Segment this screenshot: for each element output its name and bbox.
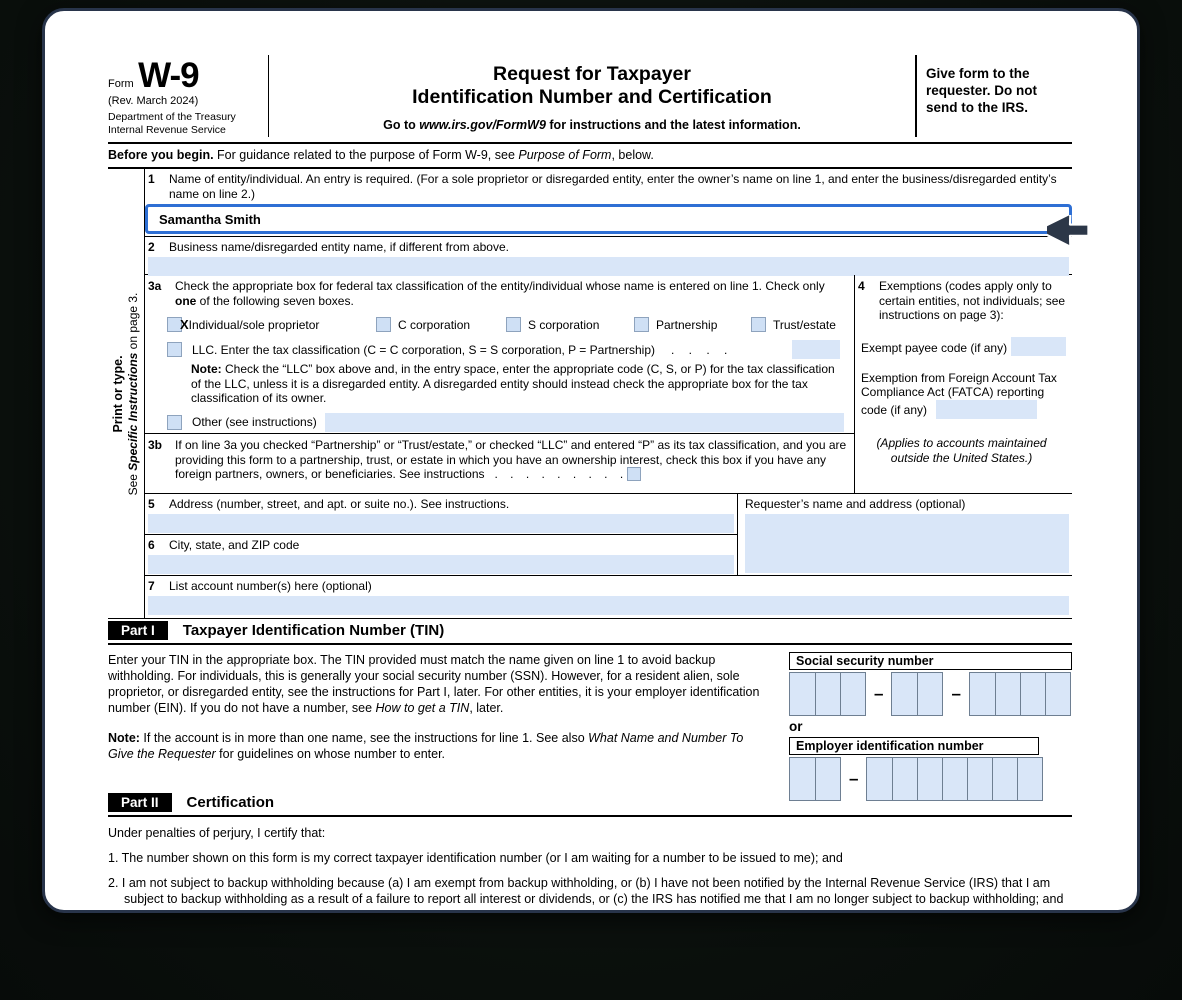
line3b-label: If on line 3a you checked “Partnership” or “Trust/estate,” or checked “LLC” and entered “P” as its tax classification, and you are providing this form to a partnership, trust, or estate in which you have an ownership interest, check this box if you have any foreign partners, owners, or beneficiaries. See instructions . . . . . . . . . xyxy=(175,438,847,481)
requester-input[interactable] xyxy=(745,514,1069,573)
sidebar-line2-pre: See xyxy=(126,470,140,495)
before-you-begin xyxy=(108,144,1072,169)
part1-header xyxy=(108,619,1072,645)
s-corporation-checkbox[interactable] xyxy=(506,317,521,332)
line3b-row xyxy=(145,434,854,493)
partnership-label: Partnership xyxy=(656,317,718,332)
line5-address-input[interactable] xyxy=(148,514,734,533)
ein-label: Employer identification number xyxy=(789,737,1039,755)
line3b-dots: . . . . . . . . . xyxy=(494,467,624,481)
part2-badge: Part II xyxy=(108,793,172,812)
tin-digit-cell[interactable] xyxy=(1045,673,1070,715)
part1-paragraph: Enter your TIN in the appropriate box. The TIN provided must match the name given on line 1 to avoid backup withholding. For individuals, this is generally your social security number (SSN). However, for a resident alien, sole proprietor, or disregarded entity, see the instructions for Part I, later. For other entities, it is your employer identification number (EIN). If you do not have a number, see How to get a TIN, later. xyxy=(108,653,760,715)
tin-digit-cell[interactable] xyxy=(840,673,865,715)
part1-badge: Part I xyxy=(108,621,168,640)
tin-cell-group xyxy=(789,757,841,801)
applies-note: (Applies to accounts maintained outside the United States.) xyxy=(876,435,1047,465)
part1-text xyxy=(108,652,766,791)
tin-digit-cell[interactable] xyxy=(970,673,995,715)
tin-dash: – xyxy=(951,684,961,703)
part1-title: Taxpayer Identification Number (TIN) xyxy=(182,622,445,639)
certification-item2: 2. I am not subject to backup withholding because (a) I am exempt from backup withholding, or (b) I have not been notified by the Internal Revenue Service (IRS) that I am subject to backup withholding as a result of a failure to report all interest or dividends, or (c) the IRS has notified me that I am no longer subject to backup withholding; and xyxy=(108,876,1064,906)
tin-digit-cell[interactable] xyxy=(917,673,942,715)
line7-label: List account number(s) here (optional) xyxy=(169,579,372,593)
line7-account-numbers-input[interactable] xyxy=(148,596,1069,615)
c-corporation-label: C corporation xyxy=(398,317,471,332)
trust-estate-label: Trust/estate xyxy=(773,317,836,332)
checkbox-item-partnership xyxy=(634,317,751,332)
department-lines xyxy=(108,111,260,137)
form-main xyxy=(108,169,1072,619)
partnership-checkbox[interactable] xyxy=(634,317,649,332)
goto-line xyxy=(269,118,915,132)
tin-digit-cell[interactable] xyxy=(1017,758,1042,800)
line1-name-input[interactable] xyxy=(145,204,1072,234)
before-italic: Purpose of Form xyxy=(518,148,612,162)
part2-title: Certification xyxy=(186,794,275,811)
line2-number: 2 xyxy=(148,240,155,254)
line7-number: 7 xyxy=(148,579,155,593)
line3b-foreign-partners-checkbox[interactable] xyxy=(627,467,641,481)
form-header xyxy=(108,55,1072,144)
fatca-code-input[interactable] xyxy=(936,400,1037,419)
fatca-row xyxy=(861,371,1066,419)
tin-digit-cell[interactable] xyxy=(917,758,942,800)
form-id-block xyxy=(108,55,269,137)
s-corporation-label: S corporation xyxy=(528,317,600,332)
line4-number: 4 xyxy=(858,279,865,293)
line1-value: Samantha Smith xyxy=(159,211,261,227)
line7-row xyxy=(145,576,1072,618)
llc-checkbox[interactable] xyxy=(167,342,182,357)
other-input[interactable] xyxy=(325,413,844,432)
line5-number: 5 xyxy=(148,497,155,511)
tin-digit-cell[interactable] xyxy=(967,758,992,800)
line3a-label: Check the appropriate box for federal tax classification of the entity/individual whose name is entered on line 1. Check only one of the following seven boxes. xyxy=(175,279,825,308)
address-section xyxy=(145,494,1072,576)
give-form-note: Give form to the requester. Do not send to the IRS. xyxy=(915,55,1072,137)
form-title-line2: Identification Number and Certification xyxy=(412,86,772,108)
sidebar-text xyxy=(111,292,141,495)
llc-row xyxy=(167,340,854,359)
certification-item1: 1. The number shown on this form is my correct taxpayer identification number (or I am waiting for a number to be issued to me); and xyxy=(108,851,843,865)
tin-dash: – xyxy=(874,684,884,703)
line6-city-state-zip-input[interactable] xyxy=(148,555,734,574)
print-or-type-sidebar xyxy=(108,169,145,618)
sidebar-line2-post: on page 3. xyxy=(126,292,140,353)
ein-cells[interactable] xyxy=(789,757,1072,801)
before-post: , below. xyxy=(611,148,654,162)
line4-label: Exemptions (codes apply only to certain entities, not individuals; see instructions on page 3): xyxy=(879,279,1066,322)
checkbox-item-trust xyxy=(751,317,836,332)
or-label: or xyxy=(789,719,803,734)
requester-column xyxy=(737,494,1072,575)
ssn-cells[interactable] xyxy=(789,672,1072,716)
before-bold: Before you begin. xyxy=(108,148,214,162)
form-word: Form xyxy=(108,78,134,90)
line6-number: 6 xyxy=(148,538,155,552)
checkbox-item-individual xyxy=(167,317,376,332)
department-line1: Department of the Treasury xyxy=(108,111,236,123)
other-label: Other (see instructions) xyxy=(192,415,317,429)
line1-row xyxy=(145,169,1072,237)
tin-digit-cell[interactable] xyxy=(892,758,917,800)
tin-digit-cell[interactable] xyxy=(1020,673,1045,715)
form-revision: (Rev. March 2024) xyxy=(108,95,199,107)
form-sheet xyxy=(108,55,1072,907)
goto-url[interactable]: www.irs.gov/FormW9 xyxy=(419,118,546,132)
form-title-line1: Request for Taxpayer xyxy=(493,63,691,85)
line6-row xyxy=(145,535,737,575)
before-pre: For guidance related to the purpose of Form W-9, see xyxy=(213,148,519,162)
ssn-label: Social security number xyxy=(789,652,1072,670)
certification-section xyxy=(108,817,1072,907)
tin-cell-group xyxy=(891,672,943,716)
line2-business-name-input[interactable] xyxy=(148,257,1069,276)
tin-digit-cell[interactable] xyxy=(867,758,892,800)
tin-cell-group xyxy=(969,672,1071,716)
line2-row xyxy=(145,237,1072,275)
line1-number: 1 xyxy=(148,172,155,186)
part1-note: Note: If the account is in more than one name, see the instructions for line 1. See also What Name and Number To Give the Requester for guidelines on whose number to enter. xyxy=(108,731,744,761)
exempt-payee-code-input[interactable] xyxy=(1011,337,1066,356)
sidebar-line2-italic: Specific Instructions xyxy=(126,352,140,471)
goto-prefix: Go to xyxy=(383,118,420,132)
tin-digit-cell[interactable] xyxy=(815,673,840,715)
w9-form-page xyxy=(42,8,1140,913)
individual-checkbox-x: X xyxy=(180,317,189,332)
line5-label: Address (number, street, and apt. or suite no.). See instructions. xyxy=(169,497,510,511)
line6-label: City, state, and ZIP code xyxy=(169,538,300,552)
sidebar-line1: Print or type. xyxy=(111,354,125,433)
tin-dash: – xyxy=(849,769,859,788)
llc-code-input[interactable] xyxy=(792,340,840,359)
tin-cell-group xyxy=(789,672,866,716)
exempt-payee-row xyxy=(861,337,1068,356)
certification-intro: Under penalties of perjury, I certify that: xyxy=(108,826,326,840)
llc-label: LLC. Enter the tax classification (C = C corporation, S = S corporation, P = Partnership) xyxy=(192,342,656,357)
tin-digit-cell[interactable] xyxy=(790,673,815,715)
line3b-number: 3b xyxy=(148,438,163,452)
form-number: W-9 xyxy=(138,56,199,95)
line1-label: Name of entity/individual. An entry is required. (For a sole proprietor or disregarded entity, enter the owner’s name on line 1, and enter the business/disregarded entity’s name on line 2.) xyxy=(169,172,1057,201)
department-line2: Internal Revenue Service xyxy=(108,124,226,136)
trust-estate-checkbox[interactable] xyxy=(751,317,766,332)
individual-label: Individual/sole proprietor xyxy=(188,317,320,332)
llc-dots: . . . . xyxy=(671,342,728,357)
line2-label: Business name/disregarded entity name, if different from above. xyxy=(169,240,509,254)
tin-digit-cell[interactable] xyxy=(815,758,840,800)
classification-section xyxy=(145,275,1072,494)
other-checkbox[interactable] xyxy=(167,415,182,430)
line3a-number: 3a xyxy=(148,279,162,293)
tin-cell-group xyxy=(866,757,1043,801)
line4-exemptions xyxy=(854,275,1072,493)
exempt-payee-label: Exempt payee code (if any) xyxy=(861,341,1008,355)
checkbox-item-c-corp xyxy=(376,317,506,332)
goto-suffix: for instructions and the latest information. xyxy=(545,118,801,132)
c-corporation-checkbox[interactable] xyxy=(376,317,391,332)
line5-row xyxy=(145,494,737,535)
classification-checkboxes xyxy=(167,317,854,332)
part1-body xyxy=(108,645,1072,791)
form-title-block xyxy=(269,55,915,137)
sidebar-line2 xyxy=(126,292,141,495)
checkbox-item-s-corp xyxy=(506,317,634,332)
tin-digit-cell[interactable] xyxy=(892,673,917,715)
tin-digit-cell[interactable] xyxy=(790,758,815,800)
tin-digit-cell[interactable] xyxy=(992,758,1017,800)
requester-label: Requester’s name and address (optional) xyxy=(745,497,966,511)
other-row xyxy=(167,413,854,432)
tin-digit-cell[interactable] xyxy=(995,673,1020,715)
line3a-row xyxy=(145,275,854,434)
fatca-label: Exemption from Foreign Account Tax Compliance Act (FATCA) reporting code (if any) xyxy=(861,370,1057,417)
llc-note: Note: Check the “LLC” box above and, in the entry space, enter the appropriate code (C, S, or P) for the tax classification of the LLC, unless it is a disregarded entity. A disregarded entity should instead check the appropriate box for the tax classification of its owner. xyxy=(191,362,835,405)
tin-digit-cell[interactable] xyxy=(942,758,967,800)
tin-boxes xyxy=(789,652,1072,791)
